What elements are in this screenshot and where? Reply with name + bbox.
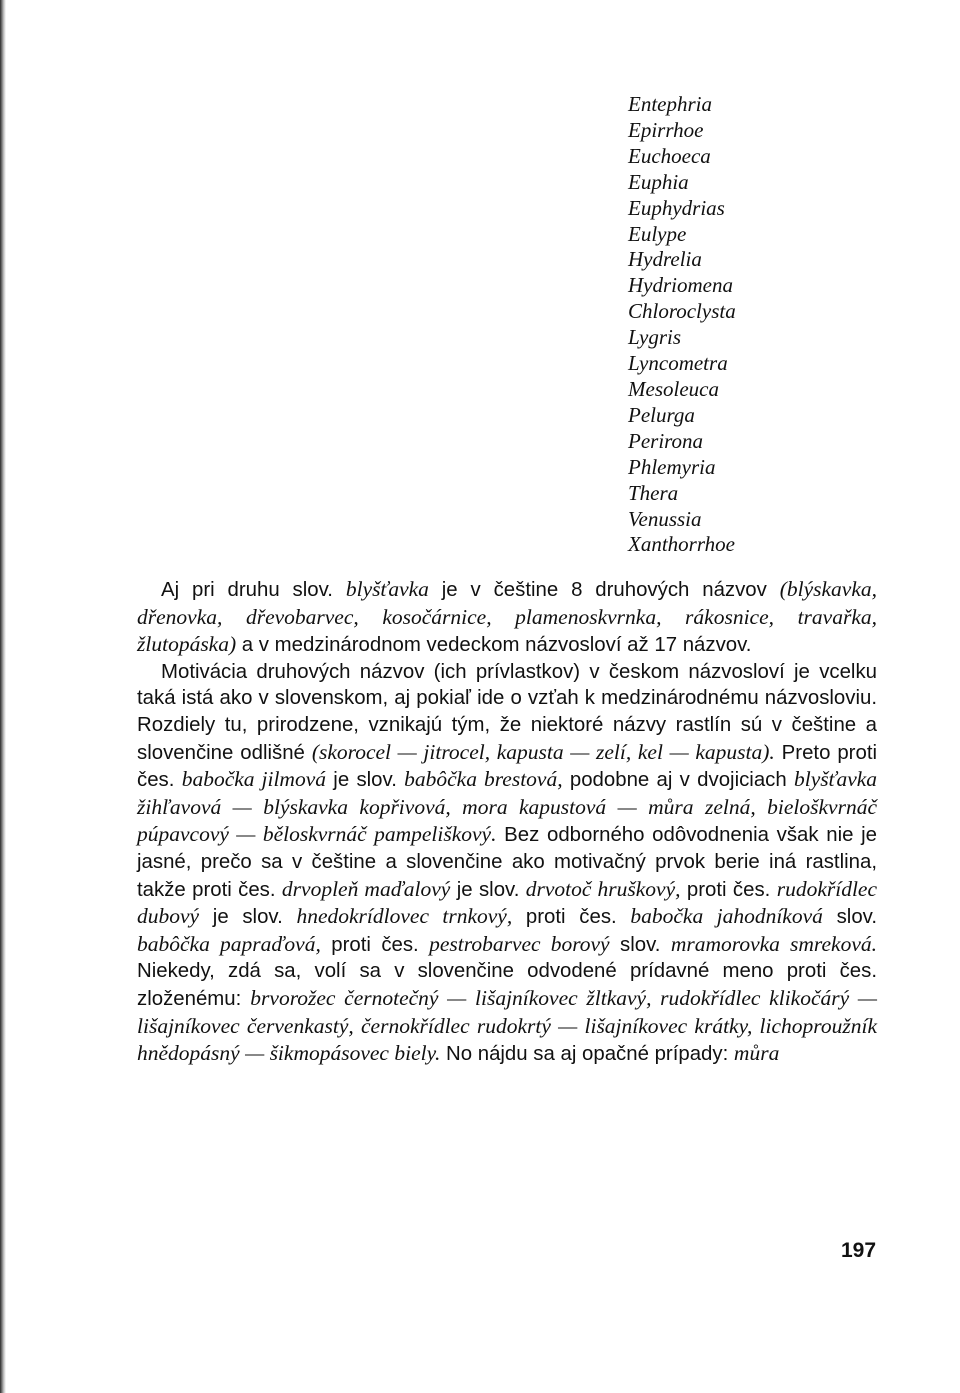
italic-term: můra xyxy=(733,1041,780,1066)
genus-name-item: Euchoeca xyxy=(628,143,711,168)
genus-name-item: Thera xyxy=(628,480,679,505)
genus-name-item: Venussia xyxy=(628,506,702,531)
genus-name-item: Epirrhoe xyxy=(628,117,704,142)
text-run: slov. xyxy=(822,906,878,929)
genus-name-item: Mesoleuca xyxy=(628,376,719,401)
text-run: proti čes. xyxy=(512,906,631,929)
italic-term: pestrobarvec borový xyxy=(429,931,610,956)
italic-term: drvopleň maďalový xyxy=(281,876,451,901)
genus-name-item: Euphydrias xyxy=(628,195,725,220)
italic-term: (blýskavka, dřenovka, dřevobarvec, kosočárnice, plamenoskvrnka, rákosnice, travařka, žlutopáska) xyxy=(137,577,878,657)
italic-term: blyšťavka xyxy=(345,577,429,601)
italic-term: mramorovka smreková. xyxy=(670,931,878,956)
genus-name-item: Pelurga xyxy=(628,402,695,427)
italic-term: babočka jilmová xyxy=(181,767,327,792)
page-number: 197 xyxy=(841,1239,877,1262)
genus-name-item: Xanthorrhoe xyxy=(628,532,735,557)
scan-edge-shadow xyxy=(0,0,6,1393)
paragraph-2 xyxy=(137,659,877,1068)
genus-name-item: Hydriomena xyxy=(628,273,733,298)
text-run: a v medzinárodnom vedeckom názvosloví až 17 názvov. xyxy=(236,634,752,657)
italic-term: (skorocel — jitrocel, kapusta — zelí, kel — kapusta). xyxy=(311,739,775,764)
italic-term: drvotoč hruškový, xyxy=(525,876,681,901)
italic-term: blyšťavka žihľavová — blýskavka kopřivová, mora kapustová — můra zelná, bieloškvrnáč púpavcový — běloskvrnáč pampeliškový. xyxy=(137,767,878,847)
genus-name-item: Entephria xyxy=(628,92,712,116)
italic-term: babôčka papraďová, xyxy=(137,931,321,956)
text-run: Preto proti čes. xyxy=(137,741,878,792)
genus-name-item: Phlemyria xyxy=(628,454,716,479)
text-run: Aj pri druhu slov. xyxy=(161,579,346,601)
text-run: No nájdu sa aj opačné prípady: xyxy=(440,1043,734,1066)
italic-term: brvorožec černotečný — lišajníkovec žltkavý, rudokřídlec klikočárý — lišajníkovec červenkastý, černokřídlec rudokrtý — lišajníkovec krátky, lichoproužník hnědopásný — šikmopásovec biely. xyxy=(137,985,877,1066)
text-run: je slov. xyxy=(326,769,405,792)
text-run: je slov. xyxy=(199,906,297,929)
italic-term: rudokřídlec dubový xyxy=(137,876,878,929)
genus-name-item: Eulype xyxy=(628,221,687,246)
text-run: slov. xyxy=(609,933,671,956)
genus-name-item: Hydrelia xyxy=(628,247,702,272)
text-run: proti čes. xyxy=(680,878,777,901)
italic-term: hnedokrídlovec trnkový, xyxy=(296,904,513,929)
genus-name-list xyxy=(628,92,736,558)
text-run: podobne aj v dvojiciach xyxy=(562,769,794,792)
text-run: proti čes. xyxy=(320,933,430,956)
body-text xyxy=(137,576,877,1068)
text-run: je slov. xyxy=(450,878,526,901)
italic-term: babôčka brestová, xyxy=(404,767,563,792)
genus-name-item: Perirona xyxy=(628,428,704,453)
paragraph-1 xyxy=(137,576,877,659)
text-run: je v češtine 8 druhových názvov xyxy=(428,579,780,601)
text-run: Niekedy, zdá sa, volí sa v slovenčine odvodené prídavné meno proti čes. zloženému: xyxy=(137,960,877,1010)
text-run: Motivácia druhových názvov (ich prívlastkov) v českom názvosloví je vcelku taká istá ako v slovenskom, aj pokiaľ ide o vzťah k medzinárodnému názvosloviu. Rozdiely tu, prirodzene, vznikajú tým, že niektoré názvy rastlín sú v češtine a slovenčine odlišné xyxy=(137,660,877,764)
genus-name-item: Lyncometra xyxy=(628,351,728,376)
text-run: Bez odborného odôvodnenia však nie je jasné, prečo sa v češtine a slovenčine ako motivačný prvok berie iná rastlina, takže proti čes. xyxy=(137,824,878,901)
genus-name-item: Lygris xyxy=(628,325,682,350)
genus-name-item: Euphia xyxy=(628,169,689,194)
genus-name-item: Chloroclysta xyxy=(628,299,736,324)
italic-term: babočka jahodníková xyxy=(630,904,823,929)
